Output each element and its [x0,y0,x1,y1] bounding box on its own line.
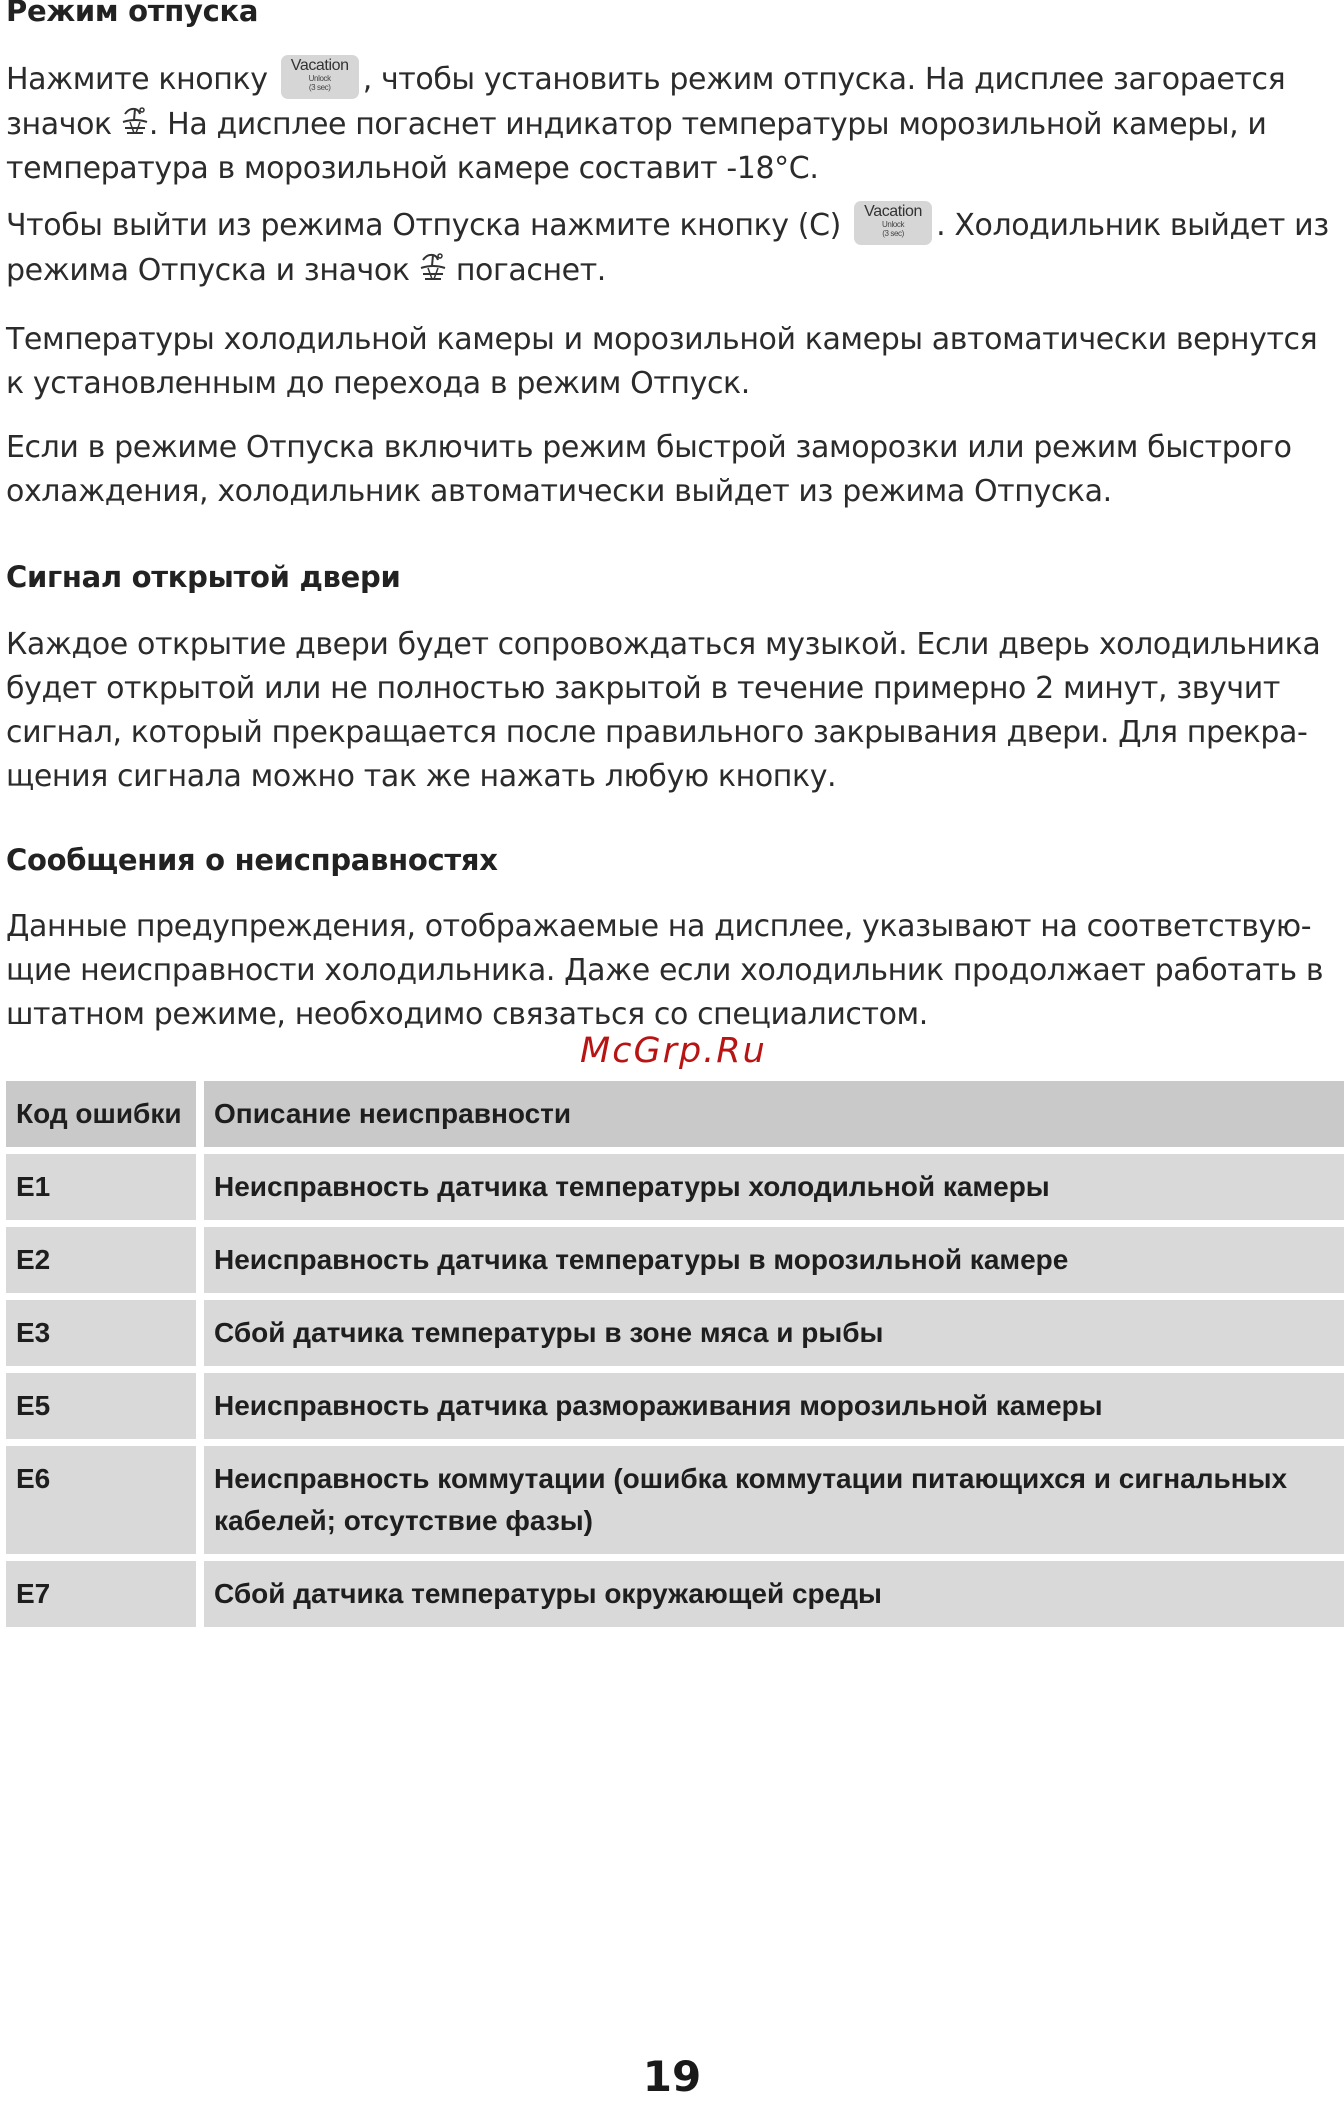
door-heading: Сигнал открытой двери [6,560,401,594]
table-row [6,1446,1344,1554]
vacation-heading: Режим отпуска [6,0,259,28]
faults-heading: Сообщения о неисправностях [6,843,498,877]
table-row [6,1300,1344,1366]
table-row [6,1373,1344,1439]
vacation-icon-2 [419,252,447,282]
vacation-icon [121,106,149,136]
error-code: E2 [6,1227,204,1293]
error-code: E1 [6,1154,204,1220]
error-code: E5 [6,1373,204,1439]
table-row [6,1227,1344,1293]
vacation-paragraph-4: Если в режиме Отпуска включить режим быстрой заморозки или режим быстрого охлаждения, холодильник автоматически выйдет из режима Отпуска. [6,430,1292,509]
error-description: Сбой датчика температуры в зоне мяса и рыбы [204,1300,1344,1366]
table-row [6,1154,1344,1220]
error-description: Неисправность датчика размораживания морозильной камеры [204,1373,1344,1439]
error-code: E3 [6,1300,204,1366]
error-codes-table [6,1074,1344,1634]
vacation-paragraph-3: Температуры холодильной камеры и морозильной камеры автоматически вернутся к установленным до перехода в режим Отпуск. [6,322,1318,401]
table-row [6,1561,1344,1627]
faults-paragraph: Данные предупреждения, отображаемые на дисплее, указывают на соответствующие неисправности холодильника. Даже если холодильник продолжает работать в штатном режиме, необходимо связаться со специалистом. [6,909,1324,1032]
column-header-code: Код ошибки [6,1081,204,1147]
watermark: McGrp.Ru [580,1031,767,1071]
vacation-paragraph-2: Чтобы выйти из режима Отпуска нажмите кнопку (С) Vacation Unlock (3 sec) . Холодильник выйдет из режима Отпуска и значок погаснет. [6,202,1329,288]
error-description: Неисправность датчика температуры в морозильной камере [204,1227,1344,1293]
error-description: Неисправность датчика температуры холодильной камеры [204,1154,1344,1220]
column-header-description: Описание неисправности [204,1081,1344,1147]
error-description: Сбой датчика температуры окружающей среды [204,1561,1344,1627]
error-description: Неисправность коммутации (ошибка коммутации питающихся и сигнальных кабелей; отсутствие фазы) [204,1446,1344,1554]
vacation-paragraph-1: Нажмите кнопку Vacation Unlock (3 sec) , чтобы установить режим отпуска. На дисплее загорается значок . На дисплее погаснет индикатор температуры морозильной камеры, и температура в морозильной камере составит -18°С. [6,56,1286,186]
vacation-button-icon-2: Vacation Unlock (3 sec) [854,201,932,245]
vacation-button-icon: Vacation Unlock (3 sec) [281,55,359,99]
error-code: E6 [6,1446,204,1554]
door-paragraph: Каждое открытие двери будет сопровождаться музыкой. Если дверь холодильника будет открытой или не полностью закрытой в течение примерно 2 минут, звучит сигнал, который прекращается после правильного закрывания двери. Для прекращения сигнала можно так же нажать любую кнопку. [6,627,1321,794]
page-number: 19 [642,2052,702,2101]
error-code: E7 [6,1561,204,1627]
table-header-row [6,1081,1344,1147]
